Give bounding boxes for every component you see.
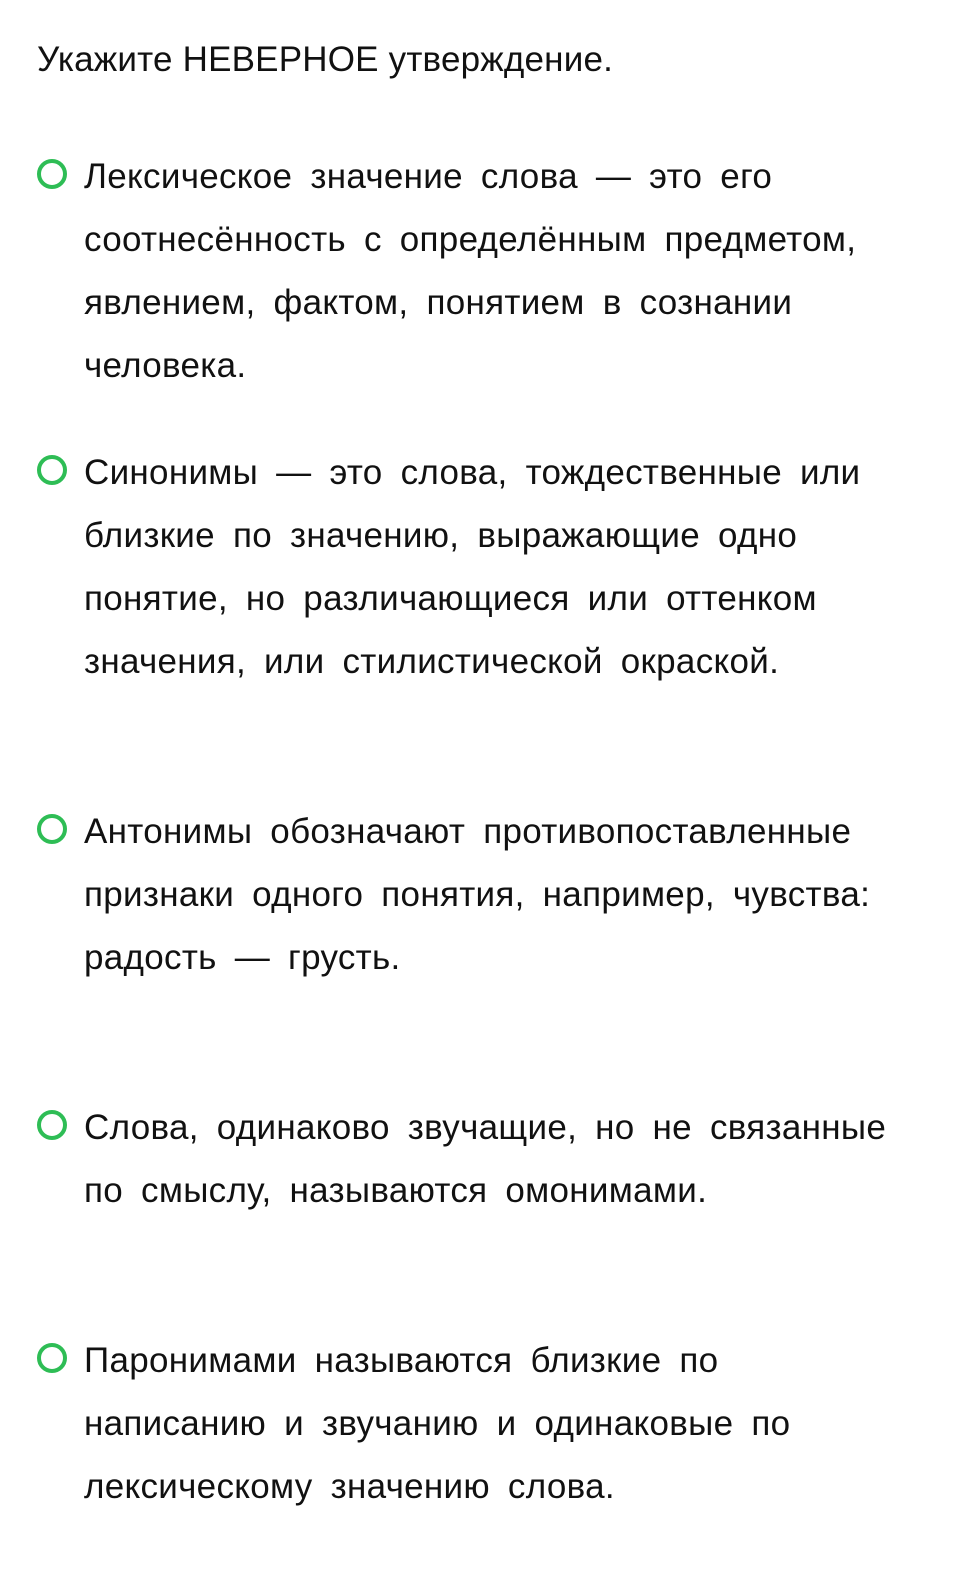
answer-option-text: Синонимы — это слова, тождественные или близкие по значению, выражающие одно понятие, но различающиеся или оттенком значения, или стилистической окраской. xyxy=(84,453,861,681)
answer-option-text: Лексическое значение слова — это его соотнесённость с определённым предметом, явлением, фактом, понятием в сознании человека. xyxy=(84,157,857,385)
radio-button-icon[interactable] xyxy=(37,159,67,189)
answer-option-5[interactable] xyxy=(37,1329,917,1518)
answer-option-3[interactable] xyxy=(37,800,917,989)
answer-option-text: Антонимы обозначают противопоставленные признаки одного понятия, например, чувства: радость — грусть. xyxy=(84,812,871,977)
answer-option-text: Паронимами называются близкие по написанию и звучанию и одинаковые по лексическому значению слова. xyxy=(84,1341,791,1506)
answer-option-text: Слова, одинаково звучащие, но не связанные по смыслу, называются омонимами. xyxy=(84,1108,887,1210)
radio-button-icon[interactable] xyxy=(37,455,67,485)
radio-button-icon[interactable] xyxy=(37,814,67,844)
radio-button-icon[interactable] xyxy=(37,1343,67,1373)
answer-option-1[interactable] xyxy=(37,145,917,397)
question-title: Укажите НЕВЕРНОЕ утверждение. xyxy=(37,40,614,79)
answer-option-2[interactable] xyxy=(37,441,917,693)
radio-button-icon[interactable] xyxy=(37,1110,67,1140)
answer-option-4[interactable] xyxy=(37,1096,917,1222)
